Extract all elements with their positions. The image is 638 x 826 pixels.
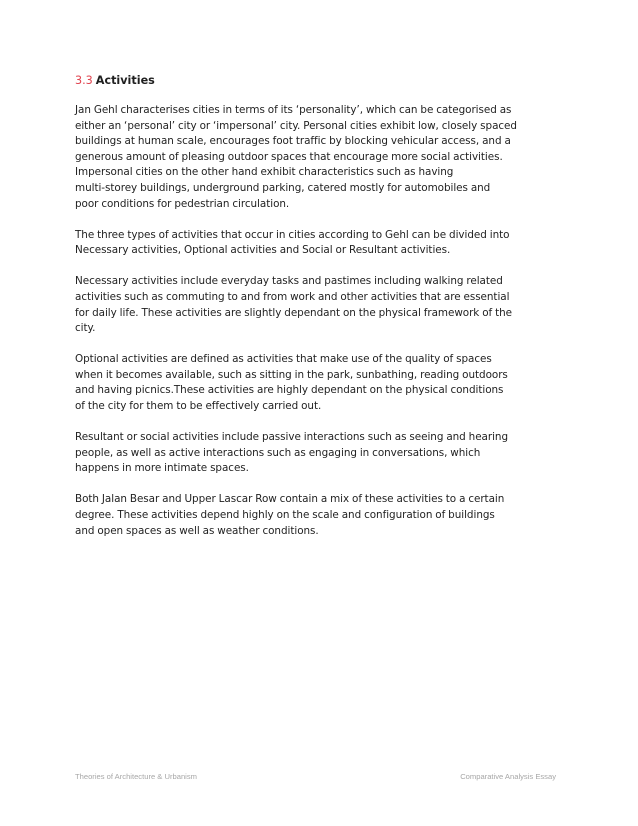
paragraph-line: Necessary activities include everyday tasks and pastimes including walking related: [75, 275, 503, 288]
paragraph-line: generous amount of pleasing outdoor spaces that encourage more social activities.: [75, 150, 503, 163]
paragraph: [75, 492, 563, 539]
paragraph-line: city.: [75, 322, 96, 335]
page-content: [75, 73, 563, 555]
paragraph-line: when it becomes available, such as sitting in the park, sunbathing, reading outdoors: [75, 368, 508, 381]
paragraph: [75, 274, 563, 336]
paragraph-line: buildings at human scale, encourages foot traffic by blocking vehicular access, and a: [75, 135, 511, 148]
paragraph: [75, 352, 563, 414]
paragraph-line: of the city for them to be effectively carried out.: [75, 400, 322, 412]
paragraph-line: either an ‘personal’ city or ‘impersonal’ city. Personal cities exhibit low, closely spaced: [75, 119, 517, 132]
paragraph-line: for daily life. These activities are slightly dependant on the physical framework of the: [75, 306, 512, 319]
paragraph-line: Impersonal cities on the other hand exhibit characteristics such as having: [75, 166, 454, 179]
paragraph-line: happens in more intimate spaces.: [75, 462, 249, 475]
section-number: 3.3: [75, 74, 93, 87]
paragraph: [75, 103, 563, 212]
paragraph-line: The three types of activities that occur in cities according to Gehl can be divided into: [75, 228, 510, 241]
paragraph-line: Jan Gehl characterises cities in terms of its ‘personality’, which can be categorised as: [75, 104, 512, 116]
paragraph-line: degree. These activities depend highly on the scale and configuration of buildings: [75, 508, 495, 521]
footer-left: Theories of Architecture & Urbanism: [75, 772, 197, 781]
paragraph-line: multi-storey buildings, underground parking, catered mostly for automobiles and: [75, 181, 491, 194]
paragraph-line: Necessary activities, Optional activities and Social or Resultant activities.: [75, 244, 451, 257]
paragraph-line: and having picnics.These activities are highly dependant on the physical conditions: [75, 384, 504, 397]
paragraph-line: Optional activities are defined as activities that make use of the quality of spaces: [75, 353, 492, 366]
paragraph-line: Resultant or social activities include passive interactions such as seeing and hearing: [75, 431, 509, 444]
paragraph-line: Both Jalan Besar and Upper Lascar Row contain a mix of these activities to a certain: [75, 493, 505, 506]
footer-right: Comparative Analysis Essay: [460, 772, 556, 781]
paragraph: [75, 228, 563, 259]
paragraph-line: poor conditions for pedestrian circulation.: [75, 197, 290, 210]
body-text: [75, 103, 563, 539]
section-title: Activities: [95, 74, 155, 87]
paragraph: [75, 430, 563, 477]
section-heading: [75, 73, 563, 89]
paragraph-line: activities such as commuting to and from work and other activities that are essential: [75, 290, 510, 303]
paragraph-line: and open spaces as well as weather conditions.: [75, 524, 319, 537]
paragraph-line: people, as well as active interactions such as engaging in conversations, which: [75, 446, 481, 459]
